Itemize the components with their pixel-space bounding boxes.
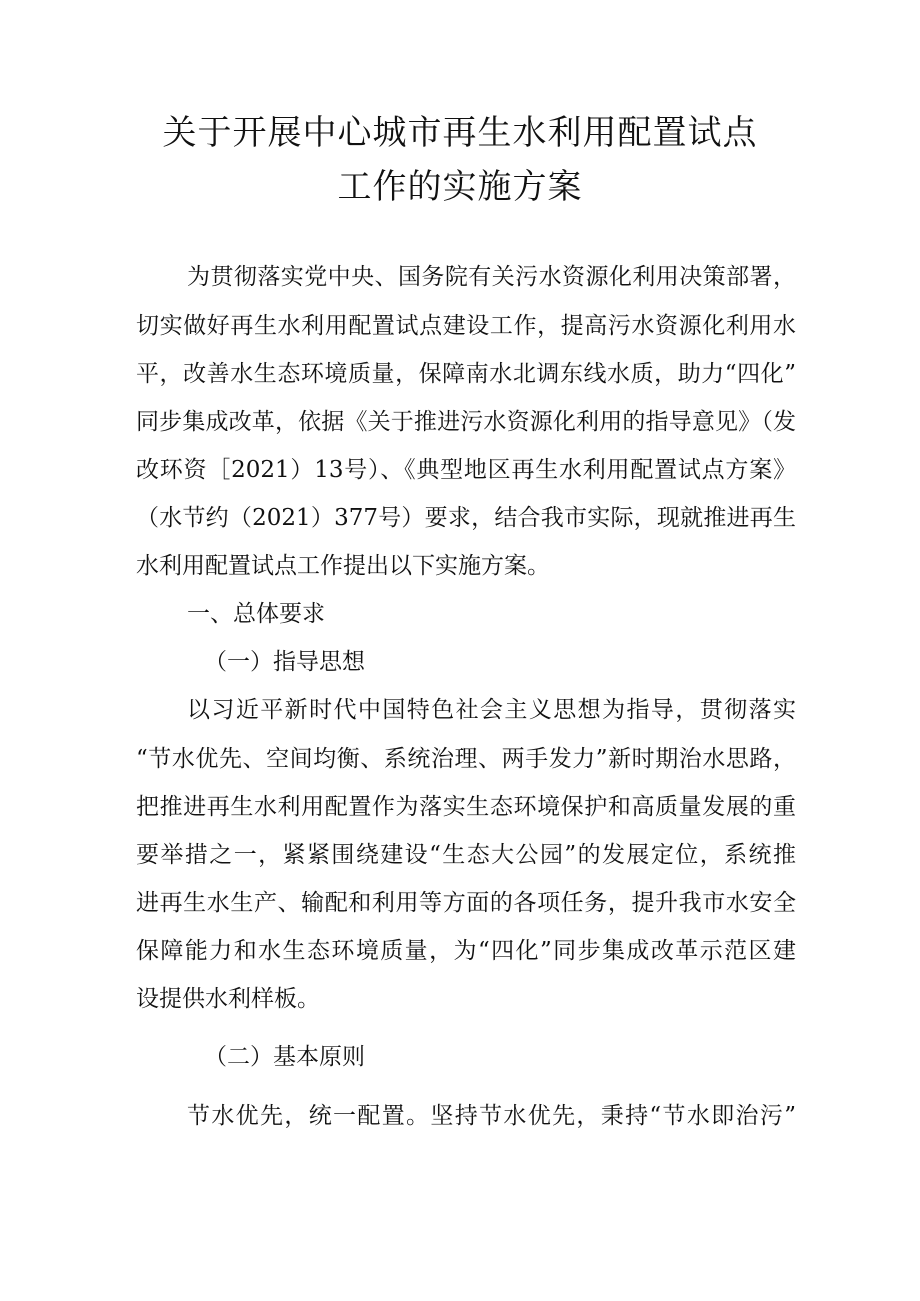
guiding-line-1: 以习近平新时代中国特色社会主义思想为指导，贯彻落实 <box>187 697 796 723</box>
guiding-line-4: 要举措之一，紧紧围绕建设“生态大公园”的发展定位，系统推 <box>136 842 796 868</box>
section-heading-overall-requirements: 一、总体要求 <box>187 601 325 627</box>
intro-line-1: 为贯彻落实党中央、国务院有关污水资源化利用决策部署， <box>187 264 796 290</box>
intro-line-2: 切实做好再生水利用配置试点建设工作，提高污水资源化利用水 <box>136 313 796 339</box>
subsection-heading-basic-principles: （二）基本原则 <box>204 1044 365 1070</box>
guiding-line-6: 保障能力和水生态环境质量，为“四化”同步集成改革示范区建 <box>136 938 796 964</box>
document-title-line-2: 工作的实施方案 <box>337 167 583 207</box>
guiding-line-2: “节水优先、空间均衡、系统治理、两手发力”新时期治水思路， <box>136 746 796 772</box>
guiding-line-5: 进再生水生产、输配和利用等方面的各项任务，提升我市水安全 <box>136 890 796 916</box>
intro-line-6: （水节约（2021）377号）要求，结合我市实际，现就推进再生 <box>136 505 796 531</box>
intro-line-7: 水利用配置试点工作提出以下实施方案。 <box>136 553 550 579</box>
guiding-line-7: 设提供水利样板。 <box>136 986 320 1012</box>
guiding-line-3: 把推进再生水利用配置作为落实生态环境保护和高质量发展的重 <box>136 794 796 820</box>
principle-line-1: 节水优先，统一配置。坚持节水优先，秉持“节水即治污” <box>187 1103 796 1129</box>
subsection-heading-guiding-ideology: （一）指导思想 <box>204 649 365 675</box>
intro-line-5: 改环资［2021）13号）、《典型地区再生水利用配置试点方案》 <box>136 457 796 483</box>
document-title-line-1: 关于开展中心城市再生水利用配置试点 <box>162 113 758 153</box>
intro-line-4: 同步集成改革，依据《关于推进污水资源化利用的指导意见》（发 <box>136 409 796 435</box>
intro-line-3: 平，改善水生态环境质量，保障南水北调东线水质，助力“四化” <box>136 361 796 387</box>
